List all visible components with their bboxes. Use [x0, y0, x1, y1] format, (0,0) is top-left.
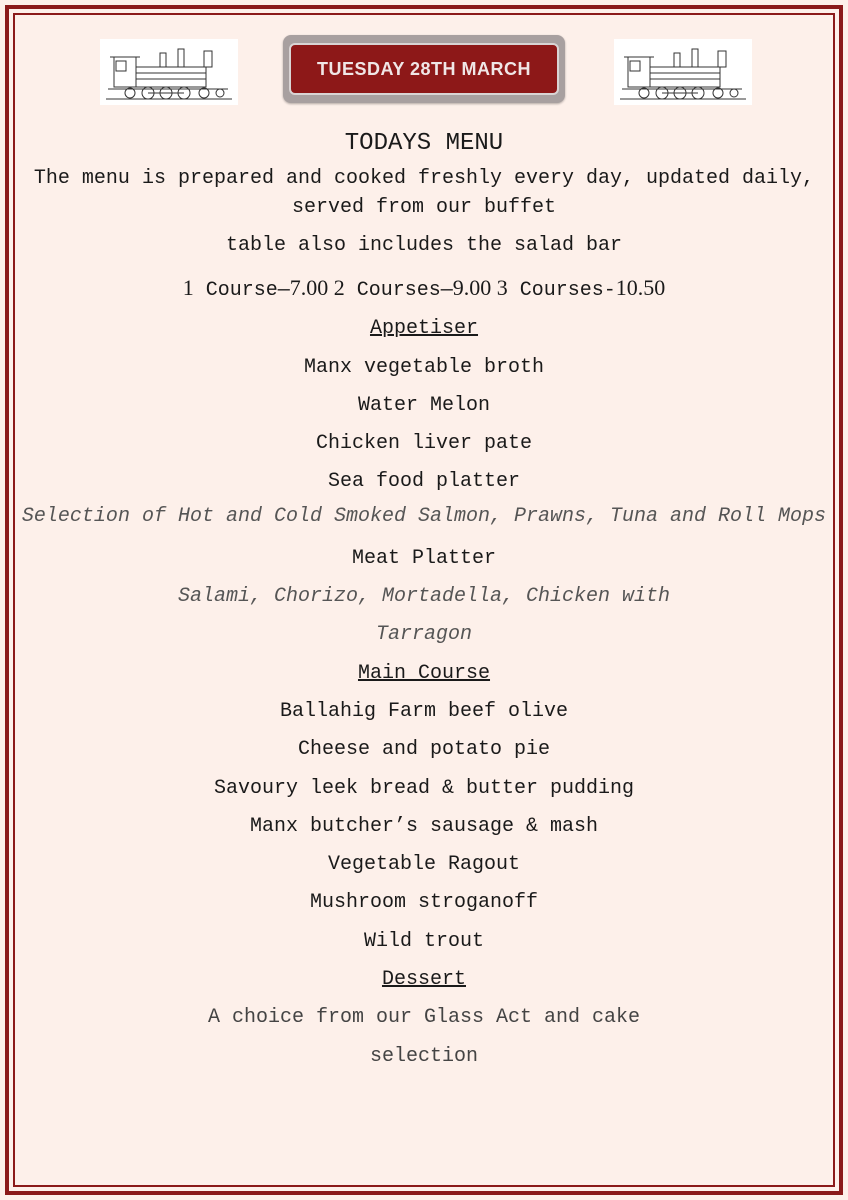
- menu-item-description: Tarragon: [375, 623, 472, 647]
- course-price-3: 10.50: [615, 275, 666, 300]
- menu-item: Ballahig Farm beef olive: [279, 699, 569, 723]
- section-heading-dessert: Dessert: [381, 968, 466, 992]
- menu-item: Wild trout: [363, 929, 485, 953]
- section-heading-appetiser: Appetiser: [369, 317, 479, 341]
- menu-item: Water Melon: [357, 393, 491, 417]
- menu-intro-2: table also includes the salad bar: [225, 234, 623, 257]
- menu-item: Manx vegetable broth: [303, 355, 545, 379]
- dessert-description: A choice from our Glass Act and cake: [207, 1006, 641, 1030]
- menu-content: [20, 126, 828, 1076]
- steam-locomotive-icon: [100, 39, 238, 105]
- date-plate: [283, 35, 565, 103]
- date-label: TUESDAY 28TH MARCH: [316, 58, 532, 79]
- course-text-3: Courses-: [507, 279, 616, 302]
- course-count-3: 3: [491, 275, 508, 300]
- menu-intro: The menu is prepared and cooked freshly every day, updated daily, served from our buffet: [33, 167, 815, 219]
- steam-locomotive-icon: [614, 39, 752, 105]
- menu-item: Sea food platter: [327, 470, 521, 494]
- menu-item: Mushroom stroganoff: [309, 891, 539, 915]
- menu-item-description: Selection of Hot and Cold Smoked Salmon, Prawns, Tuna and Roll Mops: [21, 504, 827, 528]
- dessert-description: selection: [369, 1044, 479, 1068]
- course-text-2: Courses—: [344, 279, 453, 302]
- menu-item: Meat Platter: [351, 546, 497, 570]
- course-price-1: 7.00: [289, 275, 329, 300]
- course-price-2: 9.00: [452, 275, 492, 300]
- menu-item: Cheese and potato pie: [297, 738, 551, 762]
- menu-item: Savoury leek bread & butter pudding: [213, 776, 635, 800]
- course-count-2: 2: [328, 275, 345, 300]
- menu-item: Manx butcher’s sausage & mash: [249, 814, 599, 838]
- section-heading-main-course: Main Course: [357, 661, 491, 685]
- locomotive-drawing-left: [100, 39, 238, 105]
- date-plate-inner: [289, 43, 559, 95]
- menu-item-description: Salami, Chorizo, Mortadella, Chicken with: [177, 585, 671, 609]
- locomotive-drawing-right: [614, 39, 752, 105]
- menu-item: Vegetable Ragout: [327, 853, 521, 877]
- course-count-1: 1: [182, 275, 194, 300]
- menu-title: TODAYS MENU: [344, 130, 504, 157]
- course-text-1: Course—: [193, 279, 290, 302]
- course-prices: [20, 269, 828, 310]
- menu-item: Chicken liver pate: [315, 432, 533, 456]
